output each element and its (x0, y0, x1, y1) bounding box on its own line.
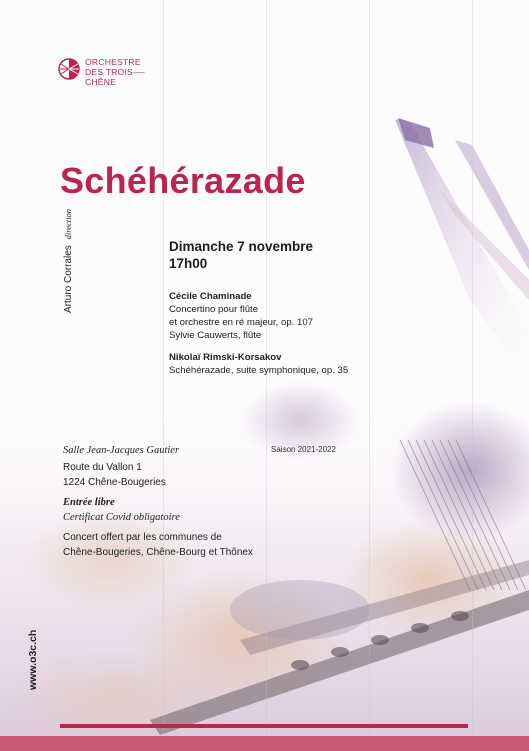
logo-line: CHÊNE (85, 77, 117, 87)
grid-line (369, 0, 370, 751)
composer-name: Cécile Chaminade (169, 291, 252, 302)
work-line: Schéhérazade, suite symphonique, op. 35 (169, 365, 349, 376)
orchestra-name (85, 57, 145, 87)
entry-info: Entrée libre (63, 497, 115, 508)
venue-hall: Salle Jean-Jacques Gautier (63, 445, 180, 456)
program-item (169, 290, 313, 342)
concert-datetime (169, 238, 313, 272)
orchestra-logo-icon (58, 58, 80, 80)
bottom-rule (60, 724, 468, 728)
logo-line: ORCHESTRE (85, 57, 141, 67)
poster-title: Schéhérazade (60, 160, 306, 201)
offer-line: Concert offert par les communes de (63, 532, 222, 543)
grid-line (472, 0, 473, 751)
covid-info: Certificat Covid obligatoire (63, 512, 180, 523)
venue-street: Route du Vallon 1 (63, 462, 142, 473)
program-item (169, 351, 348, 377)
work-line: et orchestre en ré majeur, op. 107 (169, 317, 313, 328)
work-line: Sylvie Cauwerts, flûte (169, 330, 262, 341)
grid-line (163, 0, 164, 751)
venue-city: 1224 Chêne-Bougeries (63, 477, 166, 488)
composer-name: Nikolaï Rimski-Korsakov (169, 352, 282, 363)
logo-line: DES TROIS-— (85, 67, 145, 77)
work-line: Concertino pour flûte (169, 304, 259, 315)
conductor-name: Arturo Corrales (63, 245, 74, 313)
website-link[interactable]: www.o3c.ch (27, 629, 39, 690)
offer-line: Chêne-Bougeries, Chêne-Bourg et Thônex (63, 547, 253, 558)
bottom-band (0, 736, 529, 751)
venue-info (63, 443, 253, 560)
conductor-role: direction (63, 209, 73, 240)
concert-time: 17h00 (169, 256, 208, 271)
concert-date: Dimanche 7 novembre (169, 239, 314, 254)
orchestra-logo[interactable] (58, 57, 145, 87)
season-label: Saison 2021-2022 (271, 445, 336, 454)
conductor-credit (63, 209, 74, 313)
